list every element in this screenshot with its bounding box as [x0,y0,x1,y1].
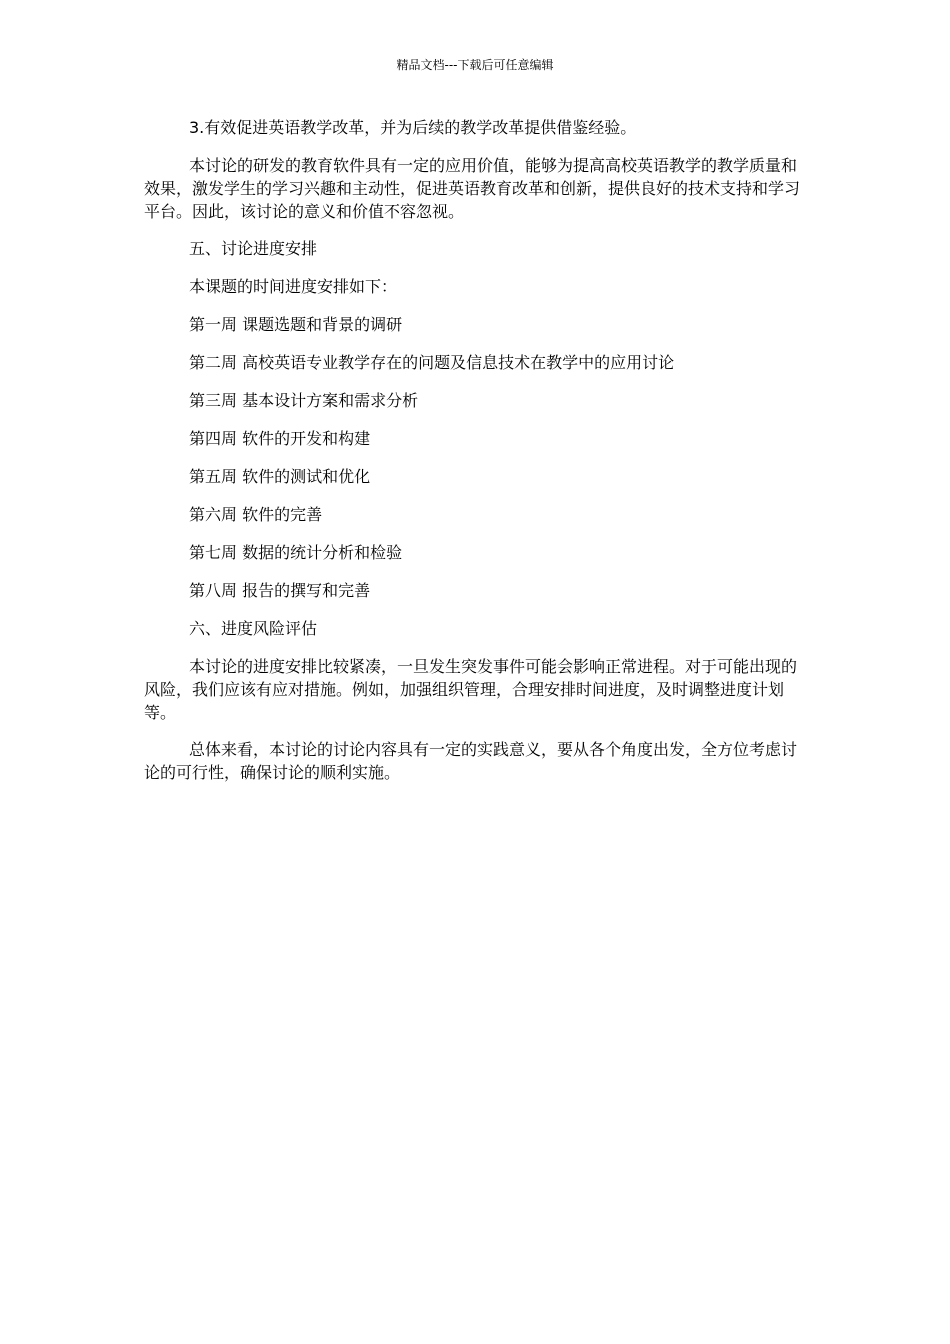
schedule-week-5: 第五周 软件的测试和优化 [189,467,371,486]
section-heading-schedule: 五、讨论进度安排 [189,239,318,258]
schedule-week-3: 第三周 基本设计方案和需求分析 [189,391,419,410]
value-paragraph: 本讨论的研发的教育软件具有一定的应用价值，能够为提高高校英语教学的教学质量和效果，激发学生的学习兴趣和主动性，促进英语教育改革和创新，提供良好的技术支持和学习平台。因此，该讨论的意义和价值不容忽视。 [144,156,801,221]
document-body [144,116,808,798]
section-heading-risk: 六、进度风险评估 [189,619,318,638]
risk-paragraph: 本讨论的进度安排比较紧凑，一旦发生突发事件可能会影响正常进程。对于可能出现的风险，我们应该有应对措施。例如，加强组织管理，合理安排时间进度，及时调整进度计划等。 [144,657,798,722]
page-header: 精品文档---下载后可任意编辑 [396,58,554,72]
schedule-intro: 本课题的时间进度安排如下： [189,277,398,296]
conclusion-paragraph: 总体来看，本讨论的讨论内容具有一定的实践意义，要从各个角度出发，全方位考虑讨论的可行性，确保讨论的顺利实施。 [144,740,798,782]
schedule-week-8: 第八周 报告的撰写和完善 [189,581,371,600]
schedule-week-2: 第二周 高校英语专业教学存在的问题及信息技术在教学中的应用讨论 [189,353,675,372]
goal-item-3: 3.有效促进英语教学改革，并为后续的教学改革提供借鉴经验。 [189,118,637,137]
schedule-week-6: 第六周 软件的完善 [189,505,323,524]
schedule-week-4: 第四周 软件的开发和构建 [189,429,371,448]
schedule-week-1: 第一周 课题选题和背景的调研 [189,315,403,334]
schedule-week-7: 第七周 数据的统计分析和检验 [189,543,403,562]
